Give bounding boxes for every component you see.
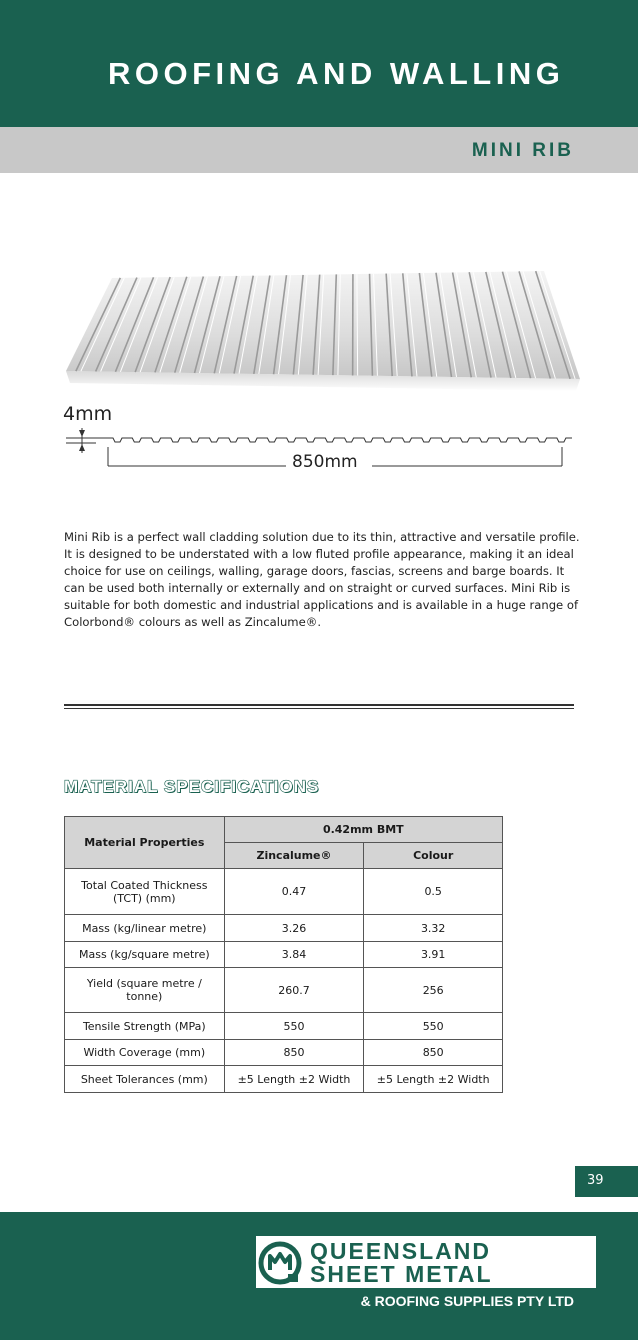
row-label: Mass (kg/square metre) [65,942,225,968]
zincalume-value: 3.26 [224,915,364,942]
header-bar [0,0,638,127]
product-description: Mini Rib is a perfect wall cladding solution due to its thin, attractive and versatile profile. It is designed to be understated with a low fluted profile appearance, making it an ideal choice for use on ceilings, walling, garage doors, fascias, screens and barge boards. It can be used both internally or externally and on straight or curved surfaces. Mini Rib is suitable for both domestic and industrial applications and is available in a huge range of Colorbond® colours as well as Zincalume®. [64,530,580,629]
divider [64,704,574,706]
table-row [65,915,503,942]
colour-value: 3.91 [364,942,503,968]
table-row [65,869,503,915]
row-label: Total Coated Thickness (TCT) (mm) [65,869,225,915]
zincalume-value: 850 [224,1040,364,1066]
row-label: Mass (kg/linear metre) [65,915,225,942]
colour-value: 850 [364,1040,503,1066]
header-zincalume: Zincalume® [224,843,364,869]
zincalume-value: 260.7 [224,968,364,1013]
logo-text-line2: SHEET METAL [310,1261,493,1287]
row-label: Width Coverage (mm) [65,1040,225,1066]
table-row [65,1040,503,1066]
row-label: Tensile Strength (MPa) [65,1013,225,1040]
spec-table [64,816,503,1093]
header-material-properties: Material Properties [65,817,225,869]
qsm-logo-icon [258,1238,302,1288]
page-number: 39 [587,1173,604,1188]
zincalume-value: 0.47 [224,869,364,915]
colour-value: 256 [364,968,503,1013]
row-label: Yield (square metre / tonne) [65,968,225,1013]
product-name: MINI RIB [471,140,574,161]
logo-tagline: & ROOFING SUPPLIES PTY LTD [360,1293,574,1309]
zincalume-value: 3.84 [224,942,364,968]
page-title: ROOFING AND WALLING [108,56,565,91]
header-bmt: 0.42mm BMT [224,817,502,843]
table-row [65,968,503,1013]
height-dimension-label: 4mm [63,403,113,425]
logo-text-line1: QUEENSLAND [310,1238,492,1264]
width-dimension-label: 850mm [292,452,358,472]
colour-value: 0.5 [364,869,503,915]
table-row [65,1013,503,1040]
zincalume-value: 550 [224,1013,364,1040]
subheader-bar [0,127,638,173]
table-row [65,1066,503,1093]
colour-value: 550 [364,1013,503,1040]
zincalume-value: ±5 Length ±2 Width [224,1066,364,1093]
colour-value: 3.32 [364,915,503,942]
divider [64,708,574,709]
row-label: Sheet Tolerances (mm) [65,1066,225,1093]
header-colour: Colour [364,843,503,869]
table-row [65,942,503,968]
colour-value: ±5 Length ±2 Width [364,1066,503,1093]
section-title: MATERIAL SPECIFICATIONS [64,777,320,796]
page-number-tab [575,1166,638,1197]
